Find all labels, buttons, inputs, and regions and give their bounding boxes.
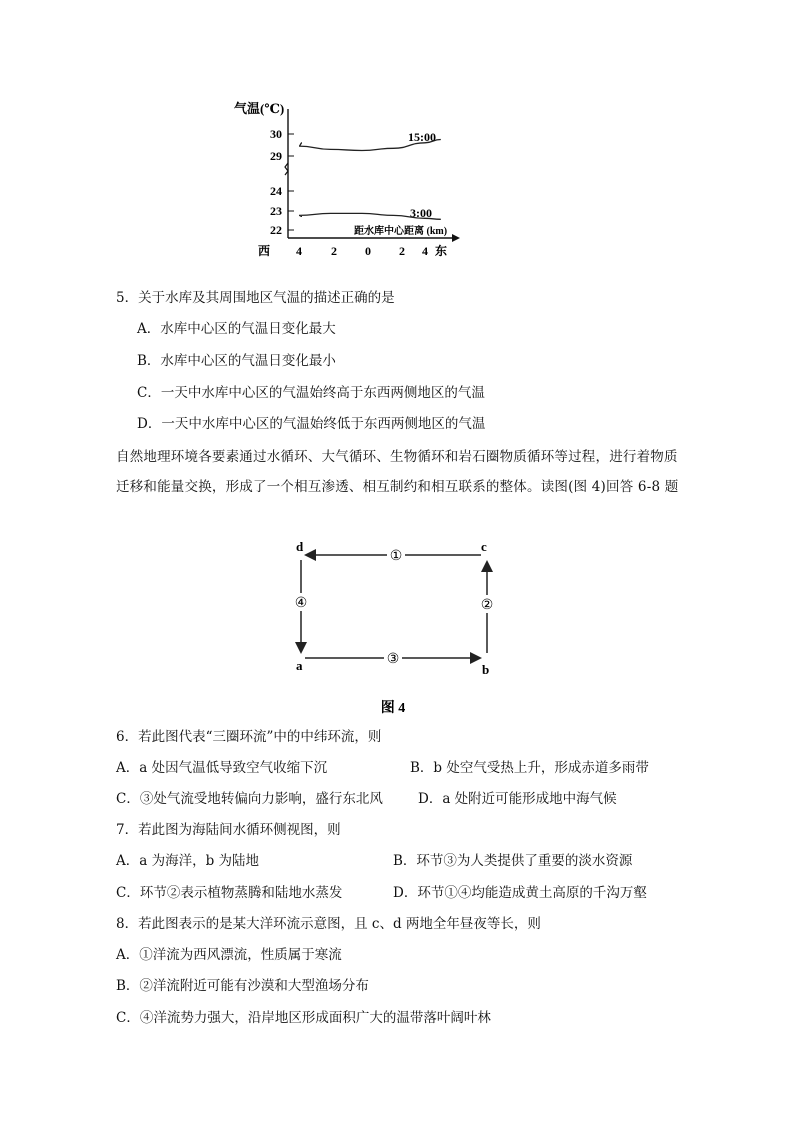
- corner-b: b: [482, 662, 490, 677]
- temperature-chart: [230, 95, 460, 265]
- q7-option-a: A．a 为海洋，b 为陆地: [116, 853, 260, 869]
- q5-option-c: C．一天中水库中心区的气温始终高于东西两侧地区的气温: [137, 385, 485, 401]
- x-ticks: [258, 243, 447, 258]
- q7-option-c: C．环节②表示植物蒸腾和陆地水蒸发: [116, 885, 343, 901]
- corner-c: c: [481, 539, 487, 554]
- ytick-29: 29: [270, 149, 282, 163]
- series-label-0300: 3:00: [410, 206, 432, 220]
- series-label-1500: 15:00: [408, 130, 436, 144]
- q7-option-d: D．环节①④均能造成黄土高原的千沟万壑: [393, 885, 647, 901]
- q5-option-d: D．一天中水库中心区的气温始终低于东西两侧地区的气温: [137, 416, 486, 432]
- q5-stem: 5．关于水库及其周围地区气温的描述正确的是: [116, 290, 395, 306]
- q8-stem: 8．若此图表示的是某大洋环流示意图，且 c、d 两地全年昼夜等长，则: [116, 916, 541, 932]
- q7-option-b: B．环节③为人类提供了重要的淡水资源: [393, 853, 633, 869]
- xtick-4w: 4: [296, 244, 302, 258]
- q6-option-c: C．③处气流受地转偏向力影响，盛行东北风: [116, 791, 383, 807]
- chart-ylabel: 气温(℃): [234, 101, 285, 116]
- q6-option-b: B．b 处空气受热上升，形成赤道多雨带: [410, 760, 649, 776]
- figure4-diagram: [285, 536, 505, 716]
- q5-option-a: A．水库中心区的气温日变化最大: [137, 321, 336, 337]
- q6-option-d: D．a 处附近可能形成地中海气候: [418, 791, 617, 807]
- intro-paragraph: 自然地理环境各要素通过水循环、大气循环、生物循环和岩石圈物质循环等过程，进行着物质迁移和能量交换，形成了一个相互渗透、相互制约和相互联系的整体。读图(图 4)回答 6-8 题: [116, 449, 679, 495]
- label-2: ②: [480, 598, 494, 613]
- chart-xlabel: 距水库中心距离 (km): [354, 226, 448, 237]
- q6-stem: 6．若此图代表“三圈环流”中的中纬环流，则: [116, 729, 382, 745]
- xtick-2e: 2: [399, 244, 405, 258]
- label-1: ①: [389, 549, 403, 564]
- ytick-22: 22: [270, 223, 282, 237]
- q5-option-b: B．水库中心区的气温日变化最小: [137, 353, 336, 369]
- xtick-east: 东: [434, 244, 448, 258]
- xtick-2w: 2: [331, 244, 337, 258]
- corner-a: a: [296, 658, 303, 673]
- label-4: ④: [294, 596, 308, 611]
- label-3: ③: [386, 652, 400, 667]
- q8-option-c: C．④洋流势力强大，沿岸地区形成面积广大的温带落叶阔叶林: [116, 1010, 491, 1026]
- ytick-24: 24: [270, 184, 282, 198]
- q8-option-b: B．②洋流附近可能有沙漠和大型渔场分布: [116, 978, 369, 994]
- ytick-30: 30: [270, 127, 282, 141]
- xtick-4e: 4: [422, 244, 428, 258]
- q7-stem: 7．若此图为海陆间水循环侧视图，则: [116, 822, 341, 838]
- y-ticks: [270, 127, 294, 237]
- q6-option-a: A．a 处因气温低导致空气收缩下沉: [116, 760, 328, 776]
- q8-option-a: A．①洋流为西风漂流，性质属于寒流: [116, 947, 342, 963]
- ytick-23: 23: [270, 204, 282, 218]
- corner-d: d: [296, 539, 304, 554]
- x-axis-arrow: [452, 234, 460, 242]
- xtick-0: 0: [365, 244, 371, 258]
- figure4-caption: 图 4: [380, 701, 406, 716]
- xtick-west: 西: [257, 244, 271, 258]
